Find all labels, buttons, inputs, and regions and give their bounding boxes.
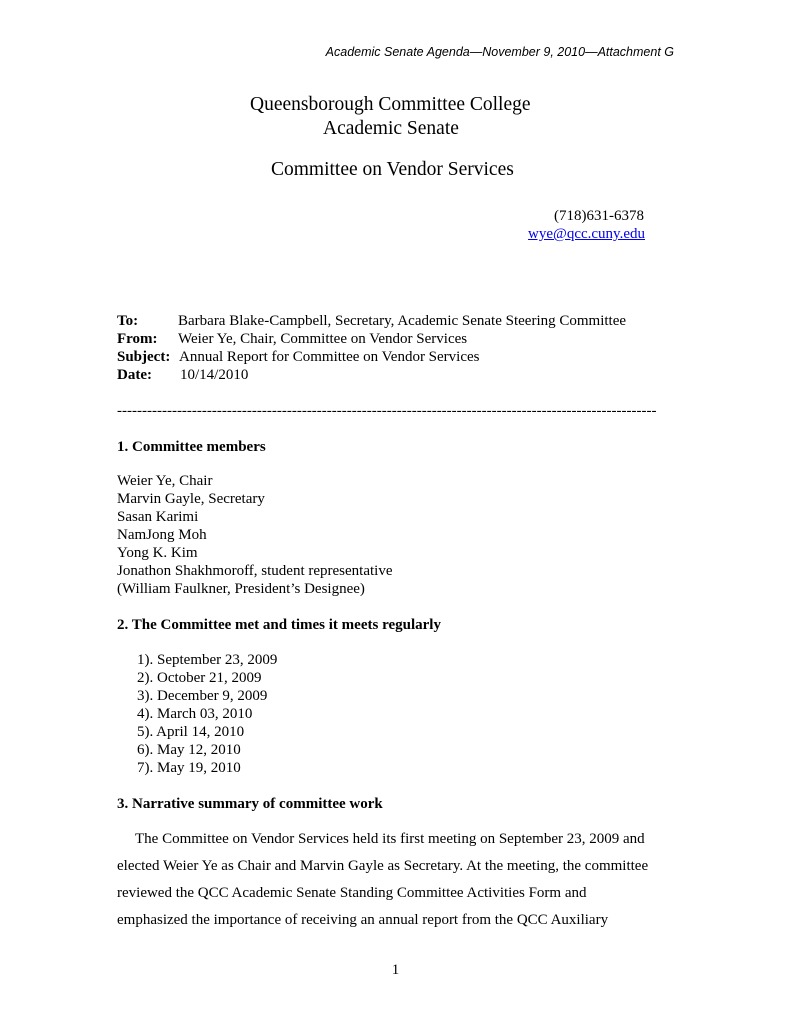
paragraph-line: emphasized the importance of receiving an annual report from the QCC Auxiliary: [117, 912, 609, 928]
paragraph-line: reviewed the QCC Academic Senate Standing Committee Activities Form and: [117, 885, 587, 901]
memo-to-value: Barbara Blake-Campbell, Secretary, Academic Senate Steering Committee: [178, 313, 627, 329]
committee-title: Committee on Vendor Services: [271, 159, 514, 180]
memo-from-row: [117, 331, 467, 348]
meeting-item: 2). October 21, 2009: [137, 670, 262, 686]
memo-divider: ------------------------------------------------------------------------------------------------------------: [117, 403, 657, 419]
contact-phone: (718)631-6378: [554, 208, 644, 224]
member-item: Sasan Karimi: [117, 509, 199, 525]
memo-date-value: 10/14/2010: [180, 367, 249, 383]
memo-date-row: [117, 367, 248, 384]
member-item: Jonathon Shakhmoroff, student representative: [117, 563, 393, 579]
meeting-item: 5). April 14, 2010: [137, 724, 245, 740]
section2-heading: 2. The Committee met and times it meets regularly: [117, 617, 441, 633]
memo-date-label: Date:: [117, 367, 152, 383]
section1-heading: 1. Committee members: [117, 439, 266, 455]
member-item: NamJong Moh: [117, 527, 207, 543]
college-name: Queensborough Committee College: [250, 94, 531, 115]
memo-to-row: [117, 313, 626, 330]
meeting-item: 4). March 03, 2010: [137, 706, 253, 722]
memo-from-label: From:: [117, 331, 158, 347]
member-item: Marvin Gayle, Secretary: [117, 491, 265, 507]
memo-from-value: Weier Ye, Chair, Committee on Vendor Services: [178, 331, 468, 347]
senate-name: Academic Senate: [323, 118, 459, 139]
memo-subject-row: [117, 349, 480, 366]
memo-subject-value: Annual Report for Committee on Vendor Services: [179, 349, 480, 365]
meeting-item: 3). December 9, 2009: [137, 688, 268, 704]
meeting-item: 7). May 19, 2010: [137, 760, 241, 776]
contact-email-link[interactable]: wye@qcc.cuny.edu: [528, 226, 645, 242]
meeting-item: 1). September 23, 2009: [137, 652, 278, 668]
page-number: 1: [391, 962, 400, 978]
section3-heading: 3. Narrative summary of committee work: [117, 796, 383, 812]
member-item: Yong K. Kim: [117, 545, 198, 561]
meeting-item: 6). May 12, 2010: [137, 742, 241, 758]
member-item: (William Faulkner, President’s Designee): [117, 581, 365, 597]
paragraph-line: elected Weier Ye as Chair and Marvin Gayle as Secretary. At the meeting, the committee: [117, 858, 649, 874]
running-header: Academic Senate Agenda—November 9, 2010—Attachment G: [325, 45, 674, 59]
paragraph-line: The Committee on Vendor Services held its first meeting on September 23, 2009 and: [135, 831, 645, 847]
memo-subject-label: Subject:: [117, 349, 171, 365]
memo-to-label: To:: [117, 313, 139, 329]
member-item: Weier Ye, Chair: [117, 473, 213, 489]
